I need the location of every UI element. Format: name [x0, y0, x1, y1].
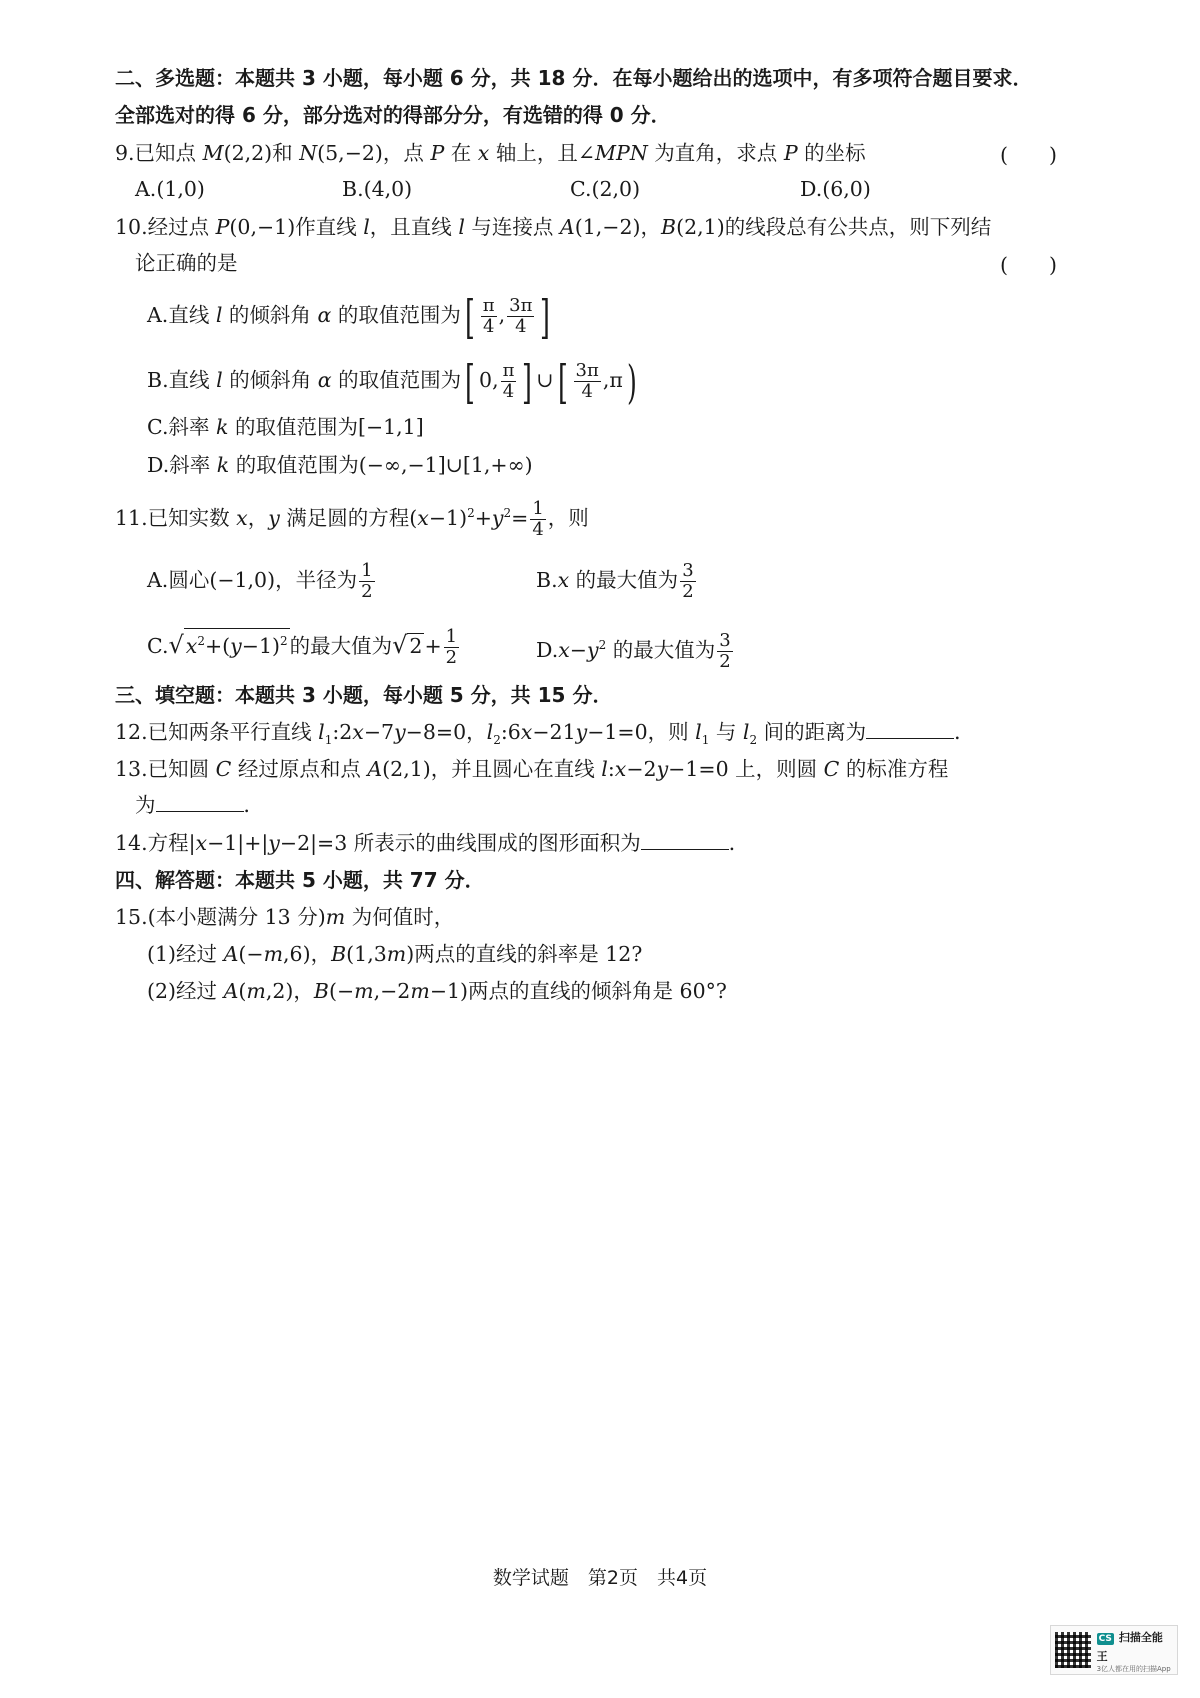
question-13-text-line2: 为 ． [135, 793, 264, 817]
question-11-option-b: B.x 的最大值为 $\frac{3}{2}$ [536, 560, 694, 602]
section-2-header-line2: 全部选对的得 6 分，部分选对的得部分分，有选错的得 0 分． [115, 103, 671, 127]
question-15-part-1: (1)经过 A(−m,6)，B(1,3m)两点的直线的斜率是 12? [147, 942, 643, 966]
page-footer: 数学试题 第2页 共4页 [492, 1567, 708, 1589]
question-9-option-a: A.(1,0) [135, 177, 205, 201]
question-10-text-line1: 10.经过点 P(0,−1)作直线 l，且直线 l 与连接点 A(1,−2)，B(2,1)的线段总有公共点，则下列结 [115, 215, 992, 239]
badge-subtitle: 3亿人都在用的扫描App [1096, 1665, 1171, 1673]
question-10-option-b: B.直线 l 的倾斜角 α 的取值范围为[ 0, $\frac{\pi}{4}$ ] ∪[ $\frac{3\pi}{4}$ ,π) [147, 354, 637, 409]
section-4-header: 四、解答题：本题共 5 小题，共 77 分． [115, 868, 485, 892]
question-15-text: 15.(本小题满分 13 分)m 为何值时， [115, 905, 455, 929]
qr-code-icon [1055, 1632, 1091, 1668]
question-9-text: 9.已知点 M(2,2)和 N(5,−2)，点 P 在 x 轴上，且∠MPN 为直角，求点 P 的坐标 [115, 141, 866, 165]
question-9-option-c: C.(2,0) [570, 177, 641, 201]
question-10-option-a: A.直线 l 的倾斜角 α 的取值范围为[ $\frac{\pi}{4}$ , $\frac{3\pi}{4}$ ] [147, 289, 551, 344]
question-9-option-d: D.(6,0) [800, 177, 871, 201]
question-9-answer-paren: ( ) [1000, 143, 1057, 167]
question-10-answer-paren: ( ) [1000, 253, 1057, 277]
question-11-option-d: $D.x-y^2$ 的最大值为 $\frac{3}{2}$ [536, 629, 731, 672]
section-3-header: 三、填空题：本题共 3 小题，每小题 5 分，共 15 分． [115, 683, 613, 707]
question-13-text-line1: 13.已知圆 C 经过原点和点 A(2,1)，并且圆心在直线 l:x−2y−1=0 上，则圆 C 的标准方程 [115, 757, 949, 781]
section-2-header-line1: 二、多选题：本题共 3 小题，每小题 6 分，共 18 分．在每小题给出的选项中，有多项符合题目要求． [115, 66, 1033, 90]
question-12-blank[interactable] [866, 718, 954, 739]
question-14-text: 14.方程|x−1|+|y−2|=3 所表示的曲线围成的图形面积为 ． [115, 831, 750, 855]
question-11-text: 11.已知实数 x，y 满足圆的方程$(x-1)^2+y^2=$ $\frac{1}{4}$ ，则 [115, 497, 589, 540]
question-9-option-b: B.(4,0) [342, 177, 413, 201]
question-12-text: 12.已知两条平行直线 $l_1:2x-7y-8=0$，$l_2:6x-21y-1=0$，则 $l_1$ 与 $l_2$ 间的距离为 ． [115, 720, 975, 748]
camscanner-logo: CS [1098, 1634, 1112, 1644]
badge-title: 扫描全能王 [1096, 1631, 1163, 1663]
question-13-blank[interactable] [156, 791, 244, 812]
question-14-blank[interactable] [641, 829, 729, 850]
question-15-part-2: (2)经过 A(m,2)，B(−m,−2m−1)两点的直线的倾斜角是 60°? [147, 979, 727, 1003]
question-10-option-d: D.斜率 k 的取值范围为(−∞,−1]∪[1,+∞) [147, 453, 533, 477]
question-11-option-c: $C.√x^2+(y-1)^2$的最大值为√2+ $\frac{1}{2}$ [147, 626, 458, 668]
scanner-watermark-badge [1050, 1625, 1178, 1675]
question-10-text-line2: 论正确的是 [135, 251, 238, 275]
question-11-option-a: A.圆心(−1,0)，半径为 $\frac{1}{2}$ [147, 560, 373, 602]
question-10-option-c: C.斜率 k 的取值范围为[−1,1] [147, 415, 424, 439]
